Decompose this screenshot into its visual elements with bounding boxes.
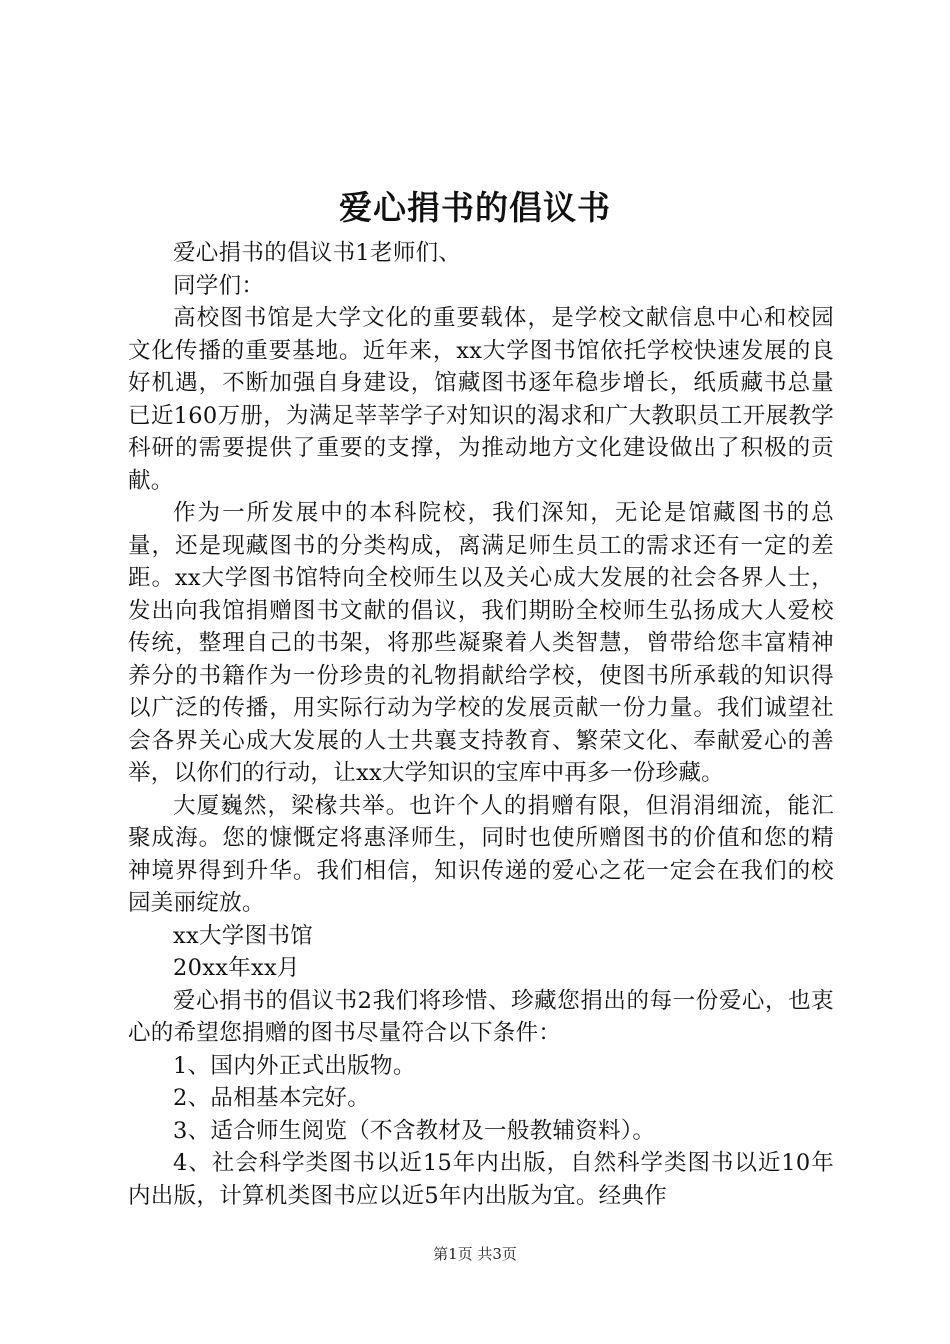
- paragraph: 爱心捐书的倡议书1老师们、: [173, 240, 462, 266]
- signature-date: 20xx年xx月: [173, 955, 300, 981]
- paragraph: 大厦巍然，梁椽共举。也许个人的捐赠有限，但涓涓细流，能汇聚成海。您的慷慨定将惠泽师生，同时也使所赠图书的价值和您的精神境界得到升华。我们相信，知识传递的爱心之花一定会在我们的校园美丽绽放。: [128, 792, 834, 916]
- list-item: 3、适合师生阅览（不含教材及一般教辅资料）。: [173, 1117, 656, 1144]
- paragraph: 高校图书馆是大学文化的重要载体，是学校文献信息中心和校园文化传播的重要基地。近年来，xx大学图书馆依托学校快速发展的良好机遇，不断加强自身建设，馆藏图书逐年稳步增长，纸质藏书总量已近160万册，为满足莘莘学子对知识的渴求和广大教职员工开展教学科研的需要提供了重要的支撑，为推动地方文化建设做出了积极的贡献。: [128, 305, 834, 494]
- paragraph: 同学们：: [173, 272, 265, 299]
- paragraph: 作为一所发展中的本科院校，我们深知，无论是馆藏图书的总量，还是现藏图书的分类构成，离满足师生员工的需求还有一定的差距。xx大学图书馆特向全校师生以及关心成大发展的社会各界人士，发出向我馆捐赠图书文献的倡议，我们期盼全校师生弘扬成大人爱校传统，整理自己的书架，将那些凝聚着人类智慧，曾带给您丰富精神养分的书籍作为一份珍贵的礼物捐献给学校，使图书所承载的知识得以广泛的传播，用实际行动为学校的发展贡献一份力量。我们诚望社会各界关心成大发展的人士共襄支持教育、繁荣文化、奉献爱心的善举，以你们的行动，让xx大学知识的宝库中再多一份珍藏。: [128, 500, 834, 786]
- page-number-footer: 第1页 共3页: [433, 1245, 517, 1263]
- list-item: 2、品相基本完好。: [173, 1085, 371, 1111]
- document-title: 爱心捐书的倡议书: [339, 188, 611, 227]
- paragraph: 爱心捐书的倡议书2我们将珍惜、珍藏您捐出的每一份爱心，也衷心的希望您捐赠的图书尽量符合以下条件：: [128, 987, 834, 1046]
- signature-organization: xx大学图书馆: [173, 922, 313, 949]
- list-item: 4、社会科学类图书以近15年内出版，自然科学类图书以近10年内出版，计算机类图书应以近5年内出版为宜。经典作: [128, 1150, 834, 1209]
- document-body: [128, 237, 834, 1212]
- list-item: 1、国内外正式出版物。: [173, 1052, 416, 1079]
